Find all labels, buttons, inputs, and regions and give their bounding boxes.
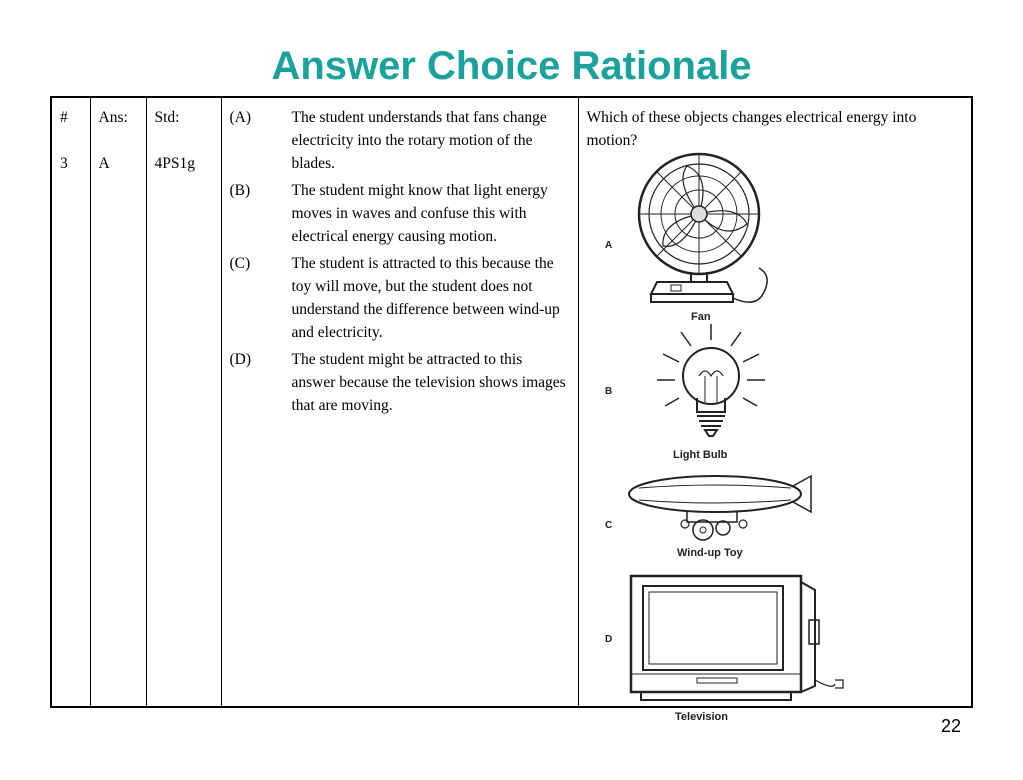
option-caption: Fan xyxy=(690,311,711,323)
answer-value: A xyxy=(98,155,110,172)
item-number-value: 3 xyxy=(60,155,68,172)
choice-label: (B) xyxy=(229,182,251,199)
choice-text: The student is attracted to this because the toy will move, but the student does not understand the difference between wind-up and electricity. xyxy=(291,255,560,341)
slide-title: Answer Choice Rationale xyxy=(271,44,752,88)
option-caption: Wind-up Toy xyxy=(676,547,743,559)
choice-rationale xyxy=(230,252,570,344)
answer-label: Ans: xyxy=(98,109,128,126)
standard-cell xyxy=(146,97,221,707)
answer-options-illustration xyxy=(587,160,963,723)
question-text: Which of these objects changes electrical energy into motion? xyxy=(586,109,917,149)
choice-text: The student might be attracted to this answer because the television shows images that are moving. xyxy=(291,351,566,414)
choice-rationale xyxy=(230,106,570,175)
option-caption: Light Bulb xyxy=(672,449,727,461)
wind-up-toy-icon xyxy=(629,476,811,540)
television-icon xyxy=(631,576,843,700)
standard-label: Std: xyxy=(154,109,180,126)
choice-rationale xyxy=(230,348,570,417)
option-letter: B xyxy=(604,386,612,397)
choice-label: (D) xyxy=(229,351,252,368)
option-letter: D xyxy=(604,634,612,645)
rationale-table xyxy=(50,96,973,723)
light-bulb-icon xyxy=(657,324,765,436)
page-number: 22 xyxy=(940,716,961,736)
option-letter: C xyxy=(604,520,612,531)
choice-label: (C) xyxy=(229,255,251,272)
item-number-cell xyxy=(51,97,90,707)
fan-icon xyxy=(639,154,767,302)
choice-rationale xyxy=(230,179,570,248)
choice-label: (A) xyxy=(229,109,252,126)
item-number-label: # xyxy=(60,109,68,126)
option-caption: Television xyxy=(674,711,728,723)
choice-text: The student understands that fans change electricity into the rotary motion of the blades. xyxy=(291,109,547,172)
option-letter: A xyxy=(604,240,612,251)
standard-value: 4PS1g xyxy=(154,155,195,172)
rationale-cell xyxy=(221,97,578,707)
choice-text: The student might know that light energy moves in waves and confuse this with electrical energy causing motion. xyxy=(291,182,548,245)
answer-cell xyxy=(90,97,146,707)
question-cell xyxy=(578,97,972,723)
